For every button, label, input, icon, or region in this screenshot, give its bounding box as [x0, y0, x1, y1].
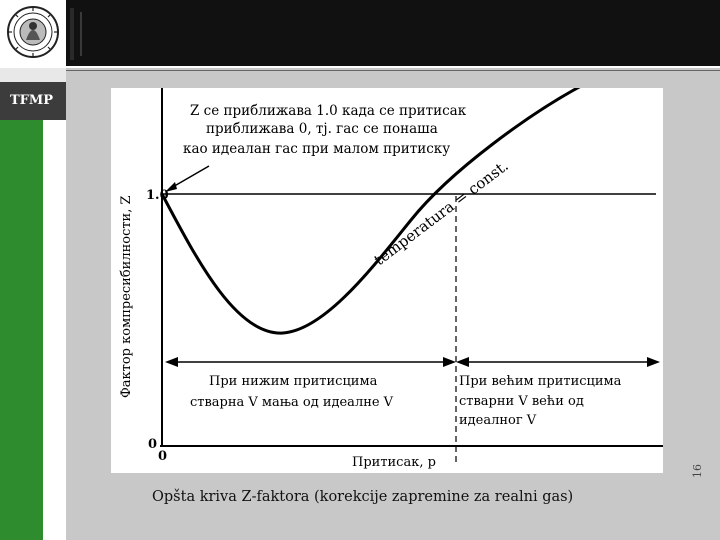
sidebar-white-band [43, 120, 66, 540]
header-bar [0, 0, 720, 68]
y-tick-one: 1.0 [146, 188, 169, 203]
annotation-arrow [171, 166, 209, 188]
high-pressure-line-2: стварни V већи од [459, 394, 584, 409]
page-number: 16 [691, 464, 704, 478]
annotation-line-3: као идеалан гас при малом притиску [183, 141, 451, 157]
z-factor-diagram [111, 88, 663, 473]
x-axis-label: Притисак, p [352, 455, 436, 470]
low-pressure-line-1: При нижим притисцима [209, 374, 378, 389]
high-pressure-line-1: При већим притисцима [459, 374, 622, 389]
header-divider [80, 12, 82, 56]
sidebar-green-band [0, 120, 43, 540]
arrowhead-right [443, 357, 456, 367]
header-divider [70, 8, 74, 60]
arrowhead-left [165, 357, 178, 367]
figure-caption: Opšta kriva Z-faktora (korekcije zapremine za realni gas) [152, 489, 574, 505]
logo-panel [0, 0, 66, 68]
sidebar-top-strip [0, 68, 66, 82]
x-tick-zero: 0 [158, 449, 168, 464]
annotation-line-1: Z се приближава 1.0 када се притисак [190, 103, 467, 119]
annotation-line-2: приближава 0, тј. гас се понаша [206, 121, 438, 137]
curve-label: temperatura = const. [370, 156, 512, 270]
header-rule [66, 66, 720, 68]
y-tick-zero: 0 [148, 437, 158, 452]
arrowhead-right [647, 357, 660, 367]
low-pressure-line-2: стварна V мања од идеалне V [190, 395, 394, 410]
sidebar-faculty-label: TFMP [0, 82, 66, 120]
university-seal-icon [4, 2, 62, 62]
z-factor-figure [111, 88, 663, 473]
high-pressure-line-3: идеалног V [459, 413, 537, 428]
y-axis-label: Фактор компресибилности, Z [119, 195, 134, 398]
arrowhead-left [456, 357, 469, 367]
